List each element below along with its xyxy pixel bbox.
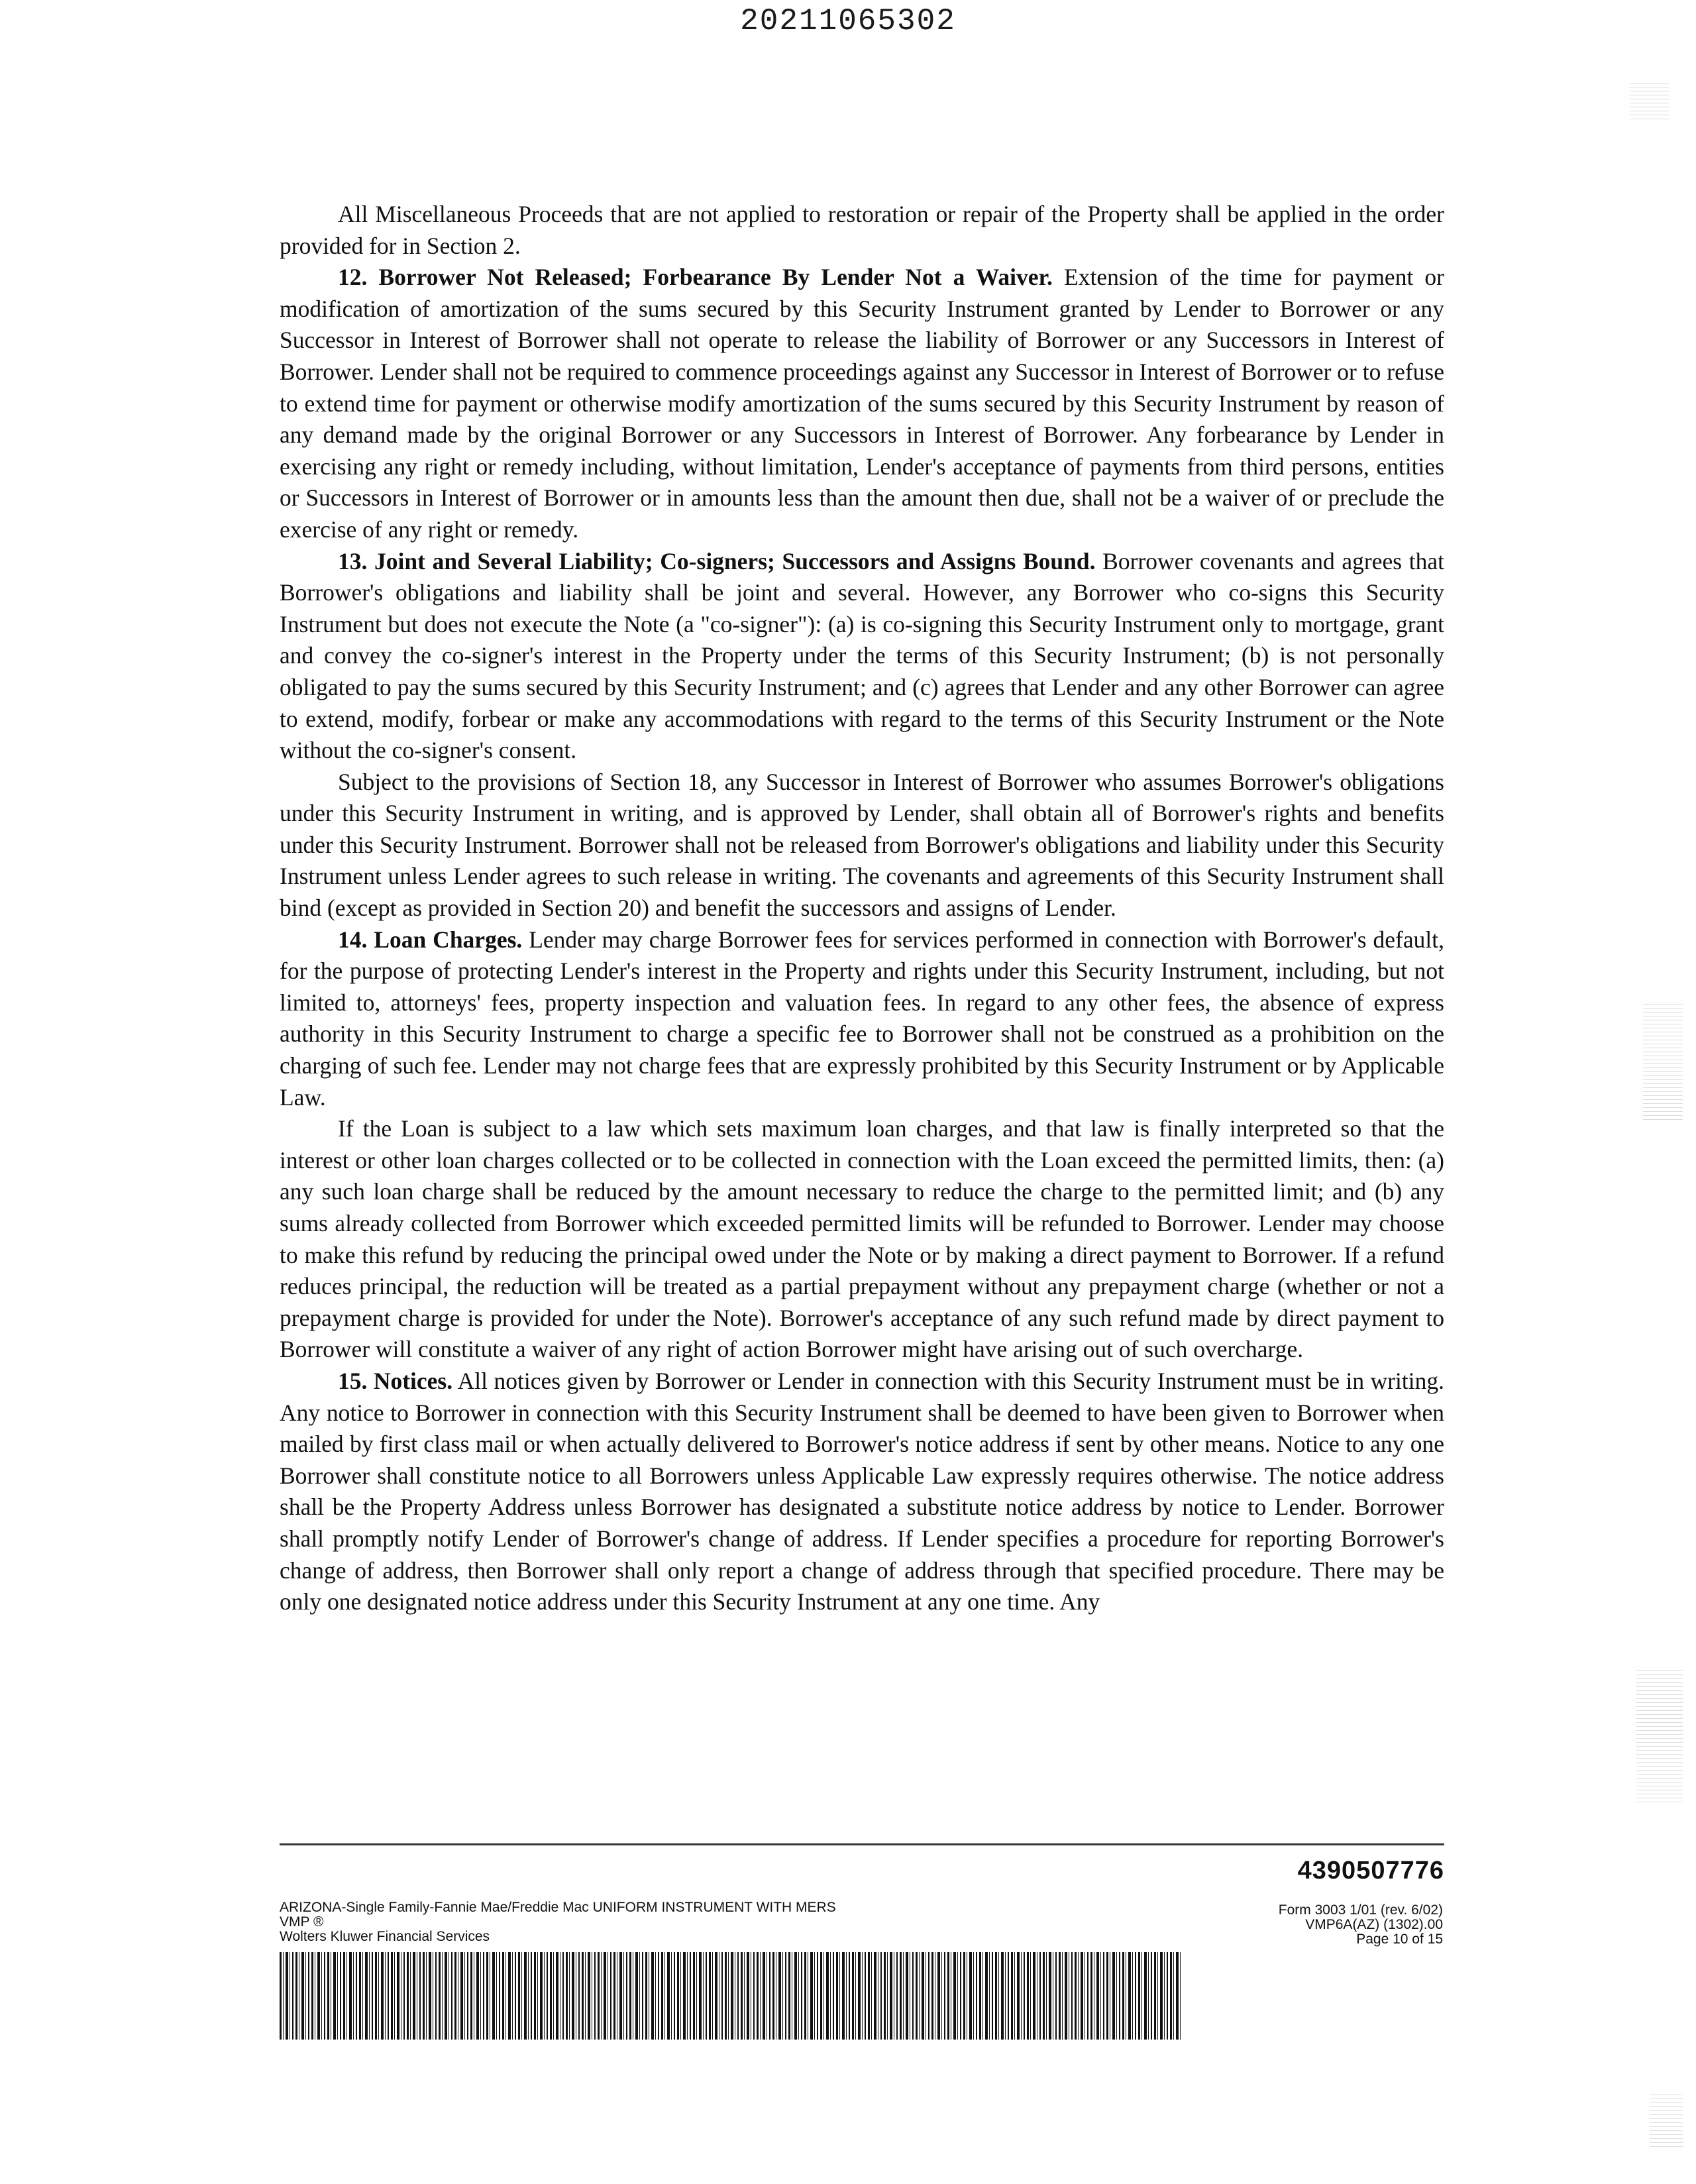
paragraph-text: Extension of the time for payment or modification of amortization of the sums secured by this Security Instrument granted by Lender to Borrower or any Successor in Interest of Borrower shall not operate to release the liability of Borrower or any Successors in Interest of Borrower. Lender shall not be required to commence proceedings against any Successor in Interest of Borrower or to refuse to extend time for payment or otherwise modify amortization of the sums secured by this Security Instrument by reason of any demand made by the original Borrower or any Successors in Interest of Borrower. Any forbearance by Lender in exercising any right or remedy including, without limitation, Lender's acceptance of payments from third persons, entities or Successors in Interest of Borrower or in amounts less than the amount then due, shall not be a waiver of or preclude the exercise of any right or remedy.: [280, 264, 1444, 543]
form-title: ARIZONA-Single Family-Fannie Mae/Freddie Mac UNIFORM INSTRUMENT WITH MERS: [280, 1900, 836, 1915]
section-heading: 14. Loan Charges.: [338, 926, 523, 953]
paragraph-text: All notices given by Borrower or Lender in connection with this Security Instrument must be in writing. Any notice to Borrower in connection with this Security Instrument shall be deemed to have been given to Borrower when mailed by first class mail or when actually delivered to Borrower's notice address if sent by other means. Notice to any one Borrower shall constitute notice to all Borrowers unless Applicable Law expressly requires otherwise. The notice address shall be the Property Address unless Borrower has designated a substitute notice address by notice to Lender. Borrower shall promptly notify Lender of Borrower's change of address. If Lender specifies a procedure for reporting Borrower's change of address, then Borrower shall only report a change of address through that specified procedure. There may be only one designated notice address under this Security Instrument at any one time. Any: [280, 1367, 1444, 1615]
footer-divider: [280, 1843, 1444, 1845]
paragraph-loan-limits: [280, 1113, 1444, 1366]
form-number: Form 3003 1/01 (rev. 6/02): [1278, 1902, 1443, 1918]
section-15: [280, 1366, 1444, 1618]
form-code: VMP6A(AZ) (1302).00: [1305, 1917, 1443, 1932]
section-heading: 12. Borrower Not Released; Forbearance By Lender Not a Waiver.: [338, 264, 1053, 291]
scan-artifact: [1630, 80, 1670, 119]
section-14: [280, 924, 1444, 1114]
publisher: Wolters Kluwer Financial Services: [280, 1929, 490, 1944]
scan-artifact: [1650, 2094, 1683, 2147]
paragraph-misc-proceeds: [280, 199, 1444, 262]
page-number: Page 10 of 15: [1356, 1932, 1443, 1947]
paragraph-successors: [280, 767, 1444, 924]
loan-number: 4390507776: [1297, 1857, 1444, 1884]
form-description: [280, 1900, 836, 1944]
scan-artifact: [1636, 1670, 1683, 1802]
paragraph-text: Subject to the provisions of Section 18, any Successor in Interest of Borrower who assumes Borrower's obligations under this Security Instrument in writing, and is approved by Lender, shall obtain all of Borrower's rights and benefits under this Security Instrument. Borrower shall not be released from Borrower's obligations and liability under this Security Instrument unless Lender agrees to such release in writing. The covenants and agreements of this Security Instrument shall bind (except as provided in Section 20) and benefit the successors and assigns of Lender.: [280, 768, 1444, 922]
paragraph-text: If the Loan is subject to a law which sets maximum loan charges, and that law is finally interpreted so that the interest or other loan charges collected or to be collected in connection with the Loan exceed the permitted limits, then: (a) any such loan charge shall be reduced by the amount necessary to reduce the charge to the permitted limit; and (b) any sums already collected from Borrower which exceeded permitted limits will be refunded to Borrower. Lender may choose to make this refund by reducing the principal owed under the Note or by making a direct payment to Borrower. If a refund reduces principal, the reduction will be treated as a partial prepayment without any prepayment charge (whether or not a prepayment charge is provided for under the Note). Borrower's acceptance of any such refund made by direct payment to Borrower will constitute a waiver of any right of action Borrower might have arising out of such overcharge.: [280, 1115, 1444, 1363]
barcode: [280, 1952, 1181, 2040]
document-body: [280, 199, 1444, 1618]
section-12: [280, 262, 1444, 545]
vmp-mark: VMP ®: [280, 1914, 324, 1930]
paragraph-text: All Miscellaneous Proceeds that are not applied to restoration or repair of the Property shall be applied in the order provided for in Section 2.: [280, 201, 1444, 259]
scan-artifact: [1643, 1001, 1683, 1120]
recording-number: 20211065302: [740, 4, 956, 38]
section-13: [280, 546, 1444, 767]
section-heading: 15. Notices.: [338, 1367, 453, 1394]
form-identifier: [1279, 1903, 1443, 1947]
paragraph-text: Lender may charge Borrower fees for services performed in connection with Borrower's default, for the purpose of protecting Lender's interest in the Property and rights under this Security Instrument, including, but not limited to, attorneys' fees, property inspection and valuation fees. In regard to any other fees, the absence of express authority in this Security Instrument to charge a specific fee to Borrower shall not be construed as a prohibition on the charging of such fee. Lender may not charge fees that are expressly prohibited by this Security Instrument or by Applicable Law.: [280, 926, 1444, 1111]
section-heading: 13. Joint and Several Liability; Co-signers; Successors and Assigns Bound.: [338, 547, 1096, 574]
paragraph-text: Borrower covenants and agrees that Borrower's obligations and liability shall be joint and several. However, any Borrower who co-signs this Security Instrument but does not execute the Note (a "co-signer"): (a) is co-signing this Security Instrument only to mortgage, grant and convey the co-signer's interest in the Property under the terms of this Security Instrument; (b) is not personally obligated to pay the sums secured by this Security Instrument; and (c) agrees that Lender and any other Borrower can agree to extend, modify, forbear or make any accommodations with regard to the terms of this Security Instrument or the Note without the co-signer's consent.: [280, 547, 1444, 764]
